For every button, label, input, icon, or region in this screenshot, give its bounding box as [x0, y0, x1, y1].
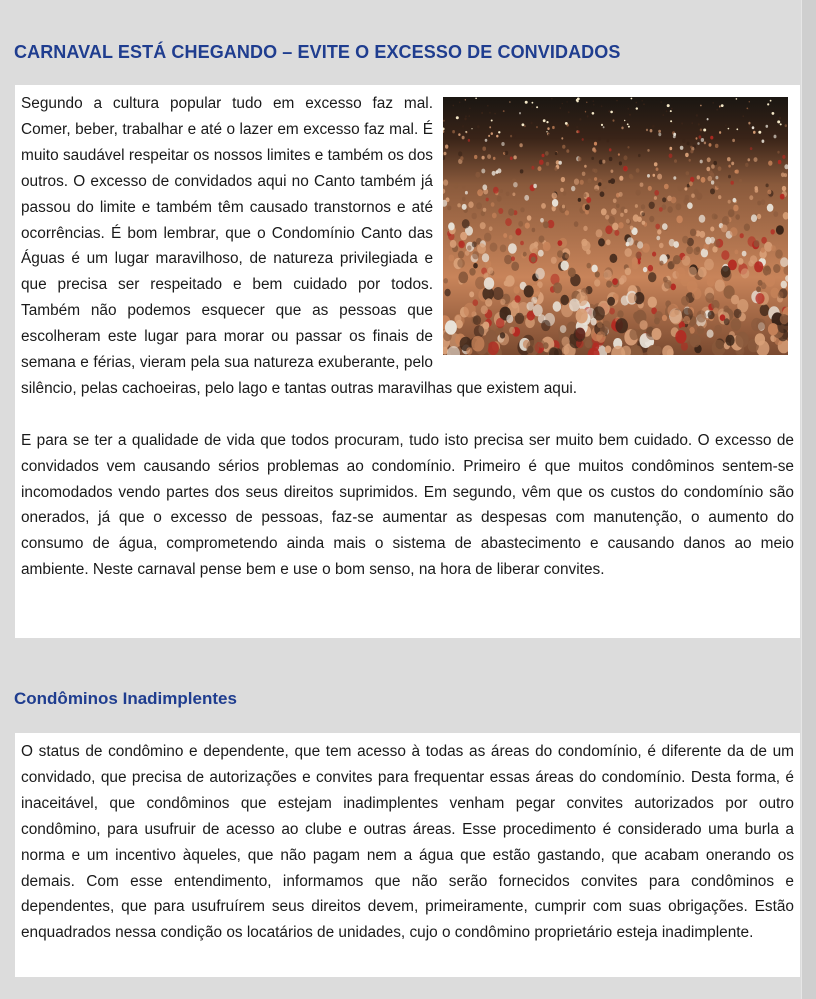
article-paragraph: E para se ter a qualidade de vida que todos procuram, tudo isto precisa ser muito bem cuidado. O excesso de convidados vem causando sérios problemas ao condomínio. Primeiro é que muitos condôminos sentem-se incomodados vendo partes dos seus direitos suprimidos. Em segundo, vêm que os custos do condomínio são onerados, já que o excesso de pessoas, faz-se aumentar as despesas com manutenção, o aumento do consumo de água, comprometendo ainda mais o sistema de abastecimento e causando danos ao meio ambiente. Neste carnaval pense bem e use o bom senso, na hora de liberar convites. — [21, 431, 794, 579]
article-carnaval — [15, 85, 800, 638]
article-paragraph: Segundo a cultura popular tudo em excesso faz mal. Comer, beber, trabalhar e até o lazer em excesso faz mal. É muito saudável respeitar os nossos limites e também os dos outros. O excesso de convidados aqui no Canto também já passou do limite e também têm causado transtornos e até ocorrências. É bom lembrar, que o Condomínio Canto das Águas é um lugar maravilhoso, de natureza privilegiada e que precisa ser respeitado e bem cuidado por todos. Também não podemos esquecer que as pessoas que escolheram este lugar para morar ou passar os finais de semana e férias, vieram pela sua natureza exuberante, pelo silêncio, pelas cachoeiras, pelo lago e tantas outras maravilhas que existem aqui. — [21, 95, 578, 397]
article-inadimplentes — [15, 733, 800, 977]
page-edge — [801, 0, 816, 999]
article-paragraph: O status de condômino e dependente, que tem acesso à todas as áreas do condomínio, é diferente da de um convidado, que precisa de autorizações e convites para frequentar essas áreas do condomínio. Desta forma, é inaceitável, que condôminos que estejam inadimplentes venham pegar convites autorizados por outro condômino, para usufruir de acesso ao clube e outras áreas. Esse procedimento é considerado uma burla a norma e um incentivo àqueles, que não pagam nem a água que estão gastando, que acabam onerando os demais. Com esse entendimento, informamos que não serão fornecidos convites para condôminos e dependentes, que para usufruírem seus direitos devem, primeiramente, cumprir com suas obrigações. Estão enquadrados nessa condição os locatários de unidades, cujo o condômino proprietário esteja inadimplente. — [21, 743, 794, 942]
section-title-carnaval: CARNAVAL ESTÁ CHEGANDO – EVITE O EXCESSO DE CONVIDADOS — [14, 42, 621, 62]
crowd-photo — [443, 97, 788, 355]
section-title-inadimplentes: Condôminos Inadimplentes — [14, 689, 237, 708]
